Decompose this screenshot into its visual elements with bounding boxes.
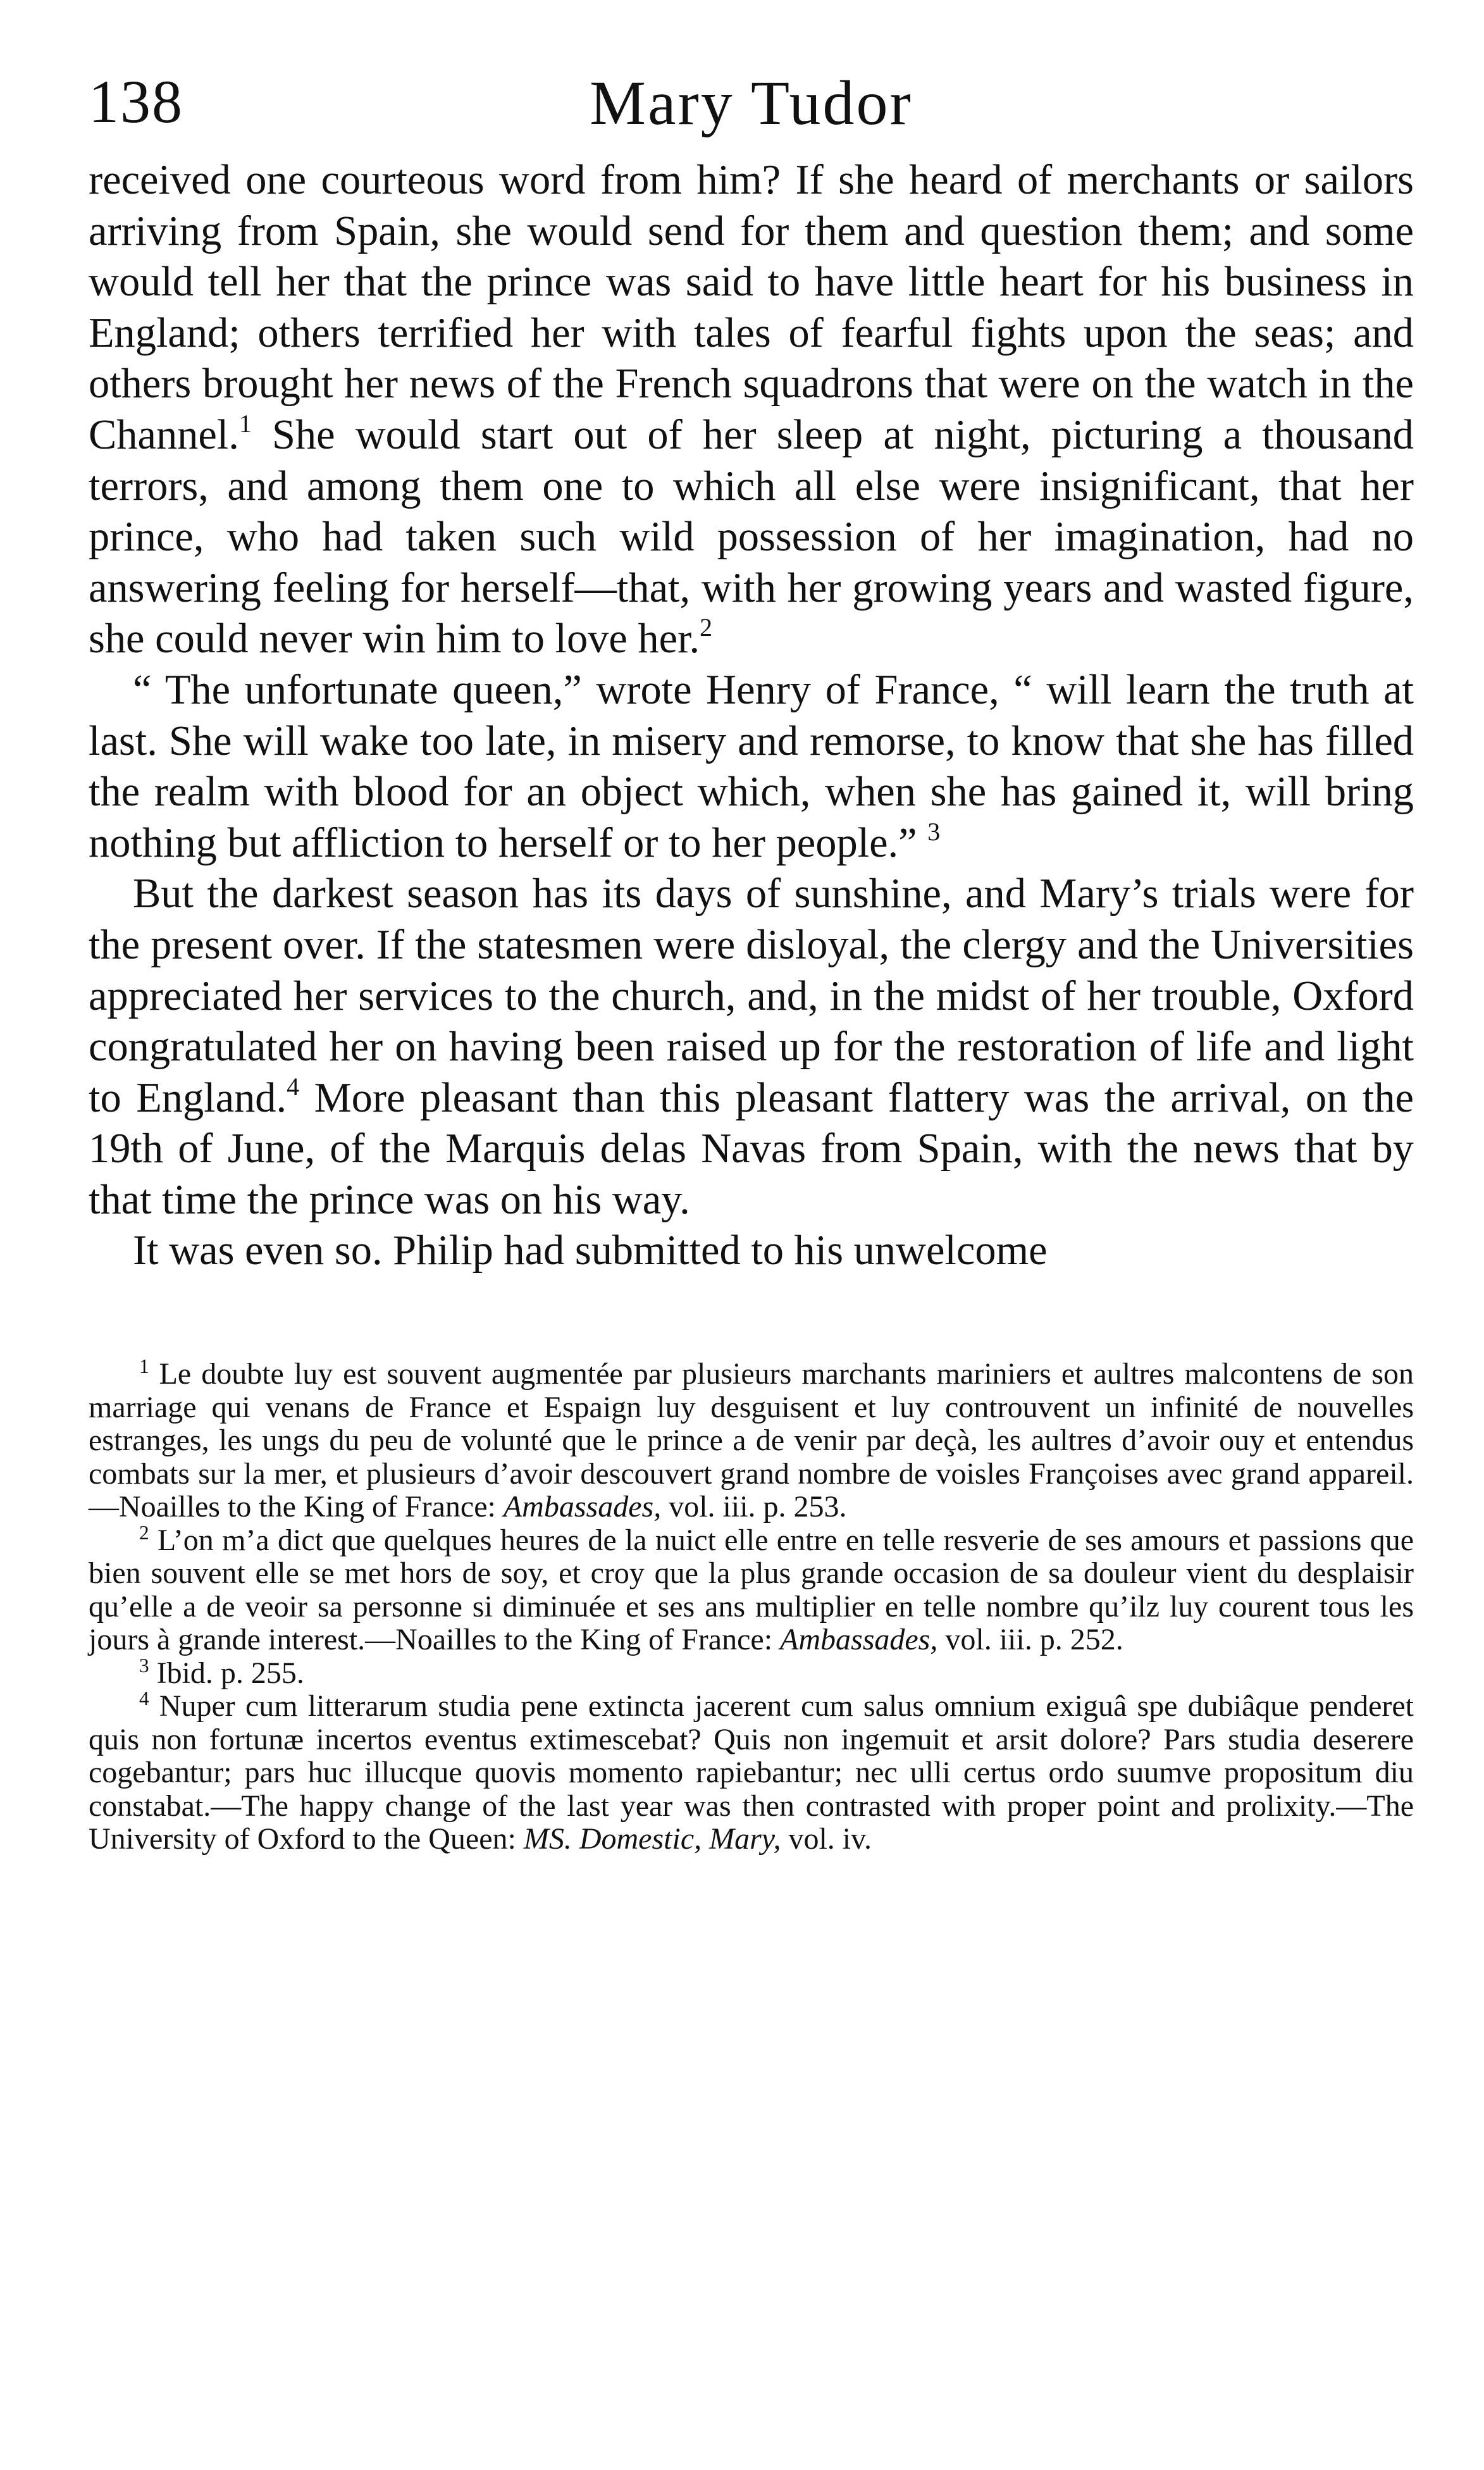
footnote-2-text: L’on m’a dict que quelques heures de la nuict elle entre en telle resverie de ses amours et passions que bien souvent elle se met hors de soy, et croy que la plus grande occasion de sa douleur vient du desplaisir qu’elle a de veoir sa personne si diminuée et ses ans multiplier en telle nombre qu’ilz luy courent tous les jours à grande interest.—Noailles to the King of France: [89,1523,1414,1657]
footnote-ref-4: 4 [287,1072,300,1101]
footnote-4-italic: MS. Domestic, Mary, [523,1822,781,1856]
footnote-2-tail: vol. iii. p. 252. [937,1623,1123,1657]
footnote-4-number: 4 [139,1687,149,1710]
footnote-3 [89,1654,1414,1691]
paragraph-1 [89,155,1414,665]
paragraph-2 [89,665,1414,869]
footnote-4 [89,1687,1414,1856]
footnote-1-italic: Ambassades, [503,1490,662,1524]
paragraph-3-part-2: More pleasant than this pleasant flattery was the arrival, on the 19th of June, of the Marquis delas Navas from Spain, with the news that by that time the prince was on his way. [89,1074,1414,1223]
paragraph-1-part-2: She would start out of her sleep at night, picturing a thousand terrors, and among them one to which all else were insignificant, that her prince, who had taken such wild possession of her imagination, had no answering feeling for herself—that, with her growing years and wasted figure, she could never win him to love her. [89,411,1414,662]
paragraph-2-text: “ The unfortunate queen,” wrote Henry of France, “ will learn the truth at last. She will wake too late, in misery and remorse, to know that she has filled the realm with blood for an object which, when she has gained it, will bring nothing but affliction to herself or to her people.” [89,666,1414,866]
body-text [89,155,1414,1277]
running-title: Mary Tudor [590,68,913,138]
footnote-3-number: 3 [139,1654,149,1677]
footnote-4-text: Nuper cum litterarum studia pene extincta jacerent cum salus omnium exiguâ spe dubiâque penderet quis non fortunæ incertos eventus extimescebat? Quis non ingemuit et arsit dolore? Pars studia deserere cogebantur; pars huc illucque quovis momento rapiebantur; nec ulli certus ordo suumve propositum diu constabat.—The happy change of the last year was then contrasted with proper point and prolixity.—The University of Oxford to the Queen: [89,1689,1414,1856]
footnote-1 [89,1355,1414,1524]
footnote-1-number: 1 [139,1355,149,1377]
footnote-4-tail: vol. iv. [781,1822,872,1856]
footnote-ref-3: 3 [927,817,941,846]
book-page [89,60,1414,1856]
footnote-2-italic: Ambassades, [780,1623,938,1657]
paragraph-3 [89,869,1414,1226]
footnote-3-text: Ibid. p. 255. [149,1656,304,1690]
paragraph-1-part-1: received one courteous word from him? If she heard of merchants or sailors arriving from Spain, she would send for them and question them; and some would tell her that the prince was said to have little heart for his business in England; others terrified her with tales of fearful fights upon the seas; and others brought her news of the French squadrons that were on the watch in the Channel. [89,157,1414,458]
footnotes [89,1355,1414,1856]
footnote-1-text: Le doubte luy est souvent augmentée par plusieurs marchants mariniers et aultres malcontens de son marriage qui venans de France et Espaign luy desguisent et luy controuvent un infinité de nouvelles estranges, les ungs du peu de volunté que le prince a de venir par deçà, les aultres d’avoir ouy et entendus combats sur la mer, et plusieurs d’avoir descouvert grand nombre de voisles Françoises avec grand appareil.—Noailles to the King of France: [89,1357,1414,1524]
footnote-1-tail: vol. iii. p. 253. [661,1490,847,1524]
footnote-ref-1: 1 [238,409,252,438]
page-header [89,60,1414,155]
footnote-ref-2: 2 [700,613,713,642]
page-number: 138 [89,68,183,135]
paragraph-3-part-1: But the darkest season has its days of sunshine, and Mary’s trials were for the present over. If the statesmen were disloyal, the clergy and the Universities appreciated her services to the church, and, in the midst of her trouble, Oxford congratulated her on having been raised up for the restoration of life and light to England. [89,871,1414,1121]
footnote-2 [89,1521,1414,1657]
footnote-2-number: 2 [139,1521,149,1544]
paragraph-4: It was even so. Philip had submitted to his unwelcome [133,1227,1048,1274]
